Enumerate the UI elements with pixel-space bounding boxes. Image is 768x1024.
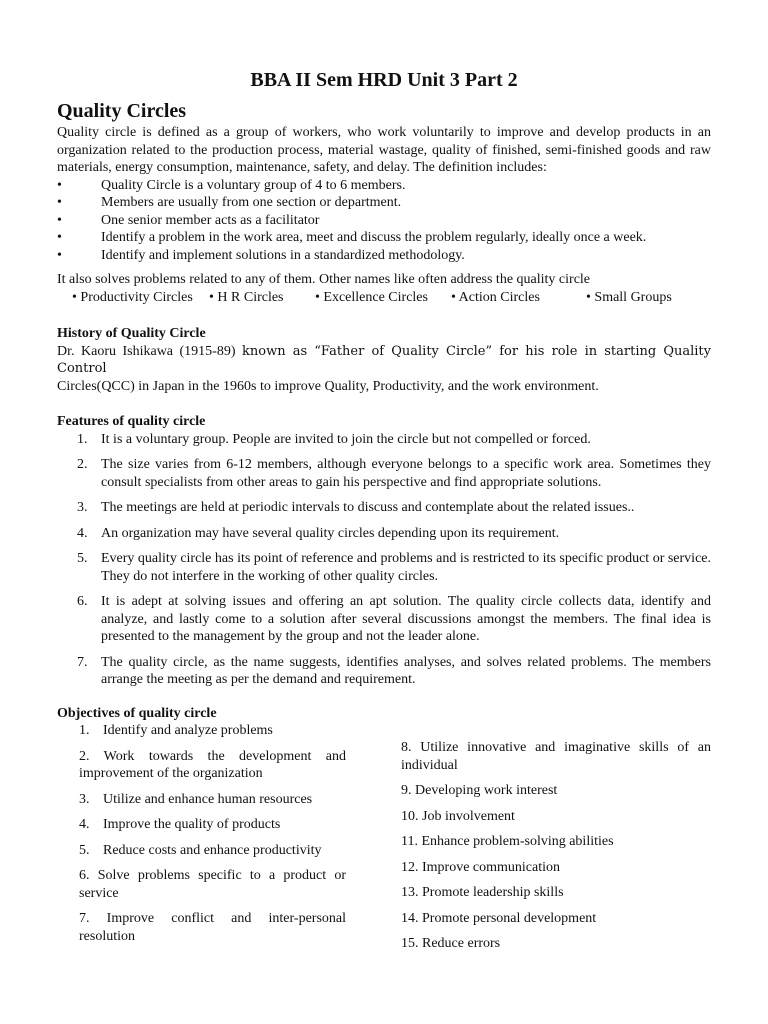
other-name-item: • Small Groups [586,289,672,305]
other-name-item: • Action Circles [451,289,540,305]
definition-item: • Identify a problem in the work area, meet and discuss the problem regularly, ideally once a week. [57,230,647,245]
objective-item: 3. Utilize and enhance human resources [79,791,313,807]
objective-item: 8. Utilize innovative and imaginative skills of an individual [401,740,711,773]
objectives-columns [57,722,711,961]
definition-list [57,177,711,265]
bullet-icon: • [57,247,62,263]
objectives-left-column [57,722,346,961]
history-heading: History of Quality Circle [57,326,206,341]
bullet-icon: • [57,195,62,210]
objective-item: 6. Solve problems specific to a product or service [79,868,347,901]
feature-item: 3. The meetings are held at periodic intervals to discuss and contemplate about the related issues.. [77,500,635,515]
history-section [57,325,711,395]
objective-item: 11. Enhance problem-solving abilities [401,834,614,849]
bullet-icon: • [57,212,62,228]
section-heading-quality-circles: Quality Circles [57,100,187,122]
objective-item: 13. Promote leadership skills [401,885,564,900]
objectives-list-left [57,722,346,945]
feature-item: 1. It is a voluntary group. People are invited to join the circle but not compelled or forced. [77,431,591,447]
feature-item: 7. The quality circle, as the name suggests, identifies analyses, and solves related problems. The members arrange the meeting as per the demand and requirement. [77,654,711,687]
history-paragraph: Dr. Kaoru Ishikawa (1915-89) known as “Father of Quality Circle” for his role in starting Quality Control Circles(QCC) in Japan in the 1960s to improve Quality, Productivity, and the work environment. [57,343,711,394]
objective-item: 7. Improve conflict and inter-personal resolution [79,911,346,944]
features-heading: Features of quality circle [57,414,206,429]
features-section [57,413,711,689]
other-name-item: • H R Circles [209,289,284,305]
bullet-icon: • [57,177,62,193]
objective-item: 10. Job involvement [401,808,515,824]
objective-item: 4. Improve the quality of products [79,817,281,832]
other-name-item: • Excellence Circles [315,289,428,305]
objective-item: 12. Improve communication [401,859,561,875]
features-list [57,431,711,689]
definition-item: • One senior member acts as a facilitator [57,212,320,228]
definition-item: • Identify and implement solutions in a standardized methodology. [57,247,465,263]
objectives-heading: Objectives of quality circle [57,705,217,721]
document-title: BBA II Sem HRD Unit 3 Part 2 [250,69,518,91]
feature-item: 5. Every quality circle has its point of reference and problems and is restricted to its specific product or service. They do not interfere in the working of other quality circles. [77,551,711,584]
feature-item: 4. An organization may have several quality circles depending upon its requirement. [77,525,560,541]
other-name-item: • Productivity Circles [72,289,193,305]
objectives-list-right [401,739,711,953]
objective-item: 14. Promote personal development [401,910,597,926]
objectives-section [57,705,711,961]
objective-item: 15. Reduce errors [401,936,501,951]
intro-paragraph: Quality circle is defined as a group of workers, who work voluntarily to improve and develop products in an organization related to the production process, material wastage, quality of finished, semi-finished goods and raw materials, energy consumption, maintenance, safety, and delay. The definition includes: [57,125,711,175]
objective-item: 9. Developing work interest [401,783,558,798]
other-names-intro: It also solves problems related to any of them. Other names like often address the quality circle [57,272,591,287]
other-names-list [72,289,711,307]
objective-item: 5. Reduce costs and enhance productivity [79,842,322,858]
feature-item: 6. It is adept at solving issues and offering an apt solution. The quality circle collects data, identify and analyze, and lastly come to a solution after several discussions amongst the members. The final idea is presented to the management by the group and not the leader alone. [77,594,711,644]
bullet-icon: • [57,230,62,245]
objective-item: 1. Identify and analyze problems [79,723,273,738]
objective-item: 2. Work towards the development and improvement of the organization [79,748,346,781]
objectives-right-column [401,722,711,961]
feature-item: 2. The size varies from 6-12 members, although everyone belongs to a specific work area. Sometimes they consult specialists from other areas to gain his perspective and find appropriate solutions. [77,457,711,490]
definition-item: • Quality Circle is a voluntary group of 4 to 6 members. [57,177,406,193]
definition-item: • Members are usually from one section or department. [57,195,402,210]
